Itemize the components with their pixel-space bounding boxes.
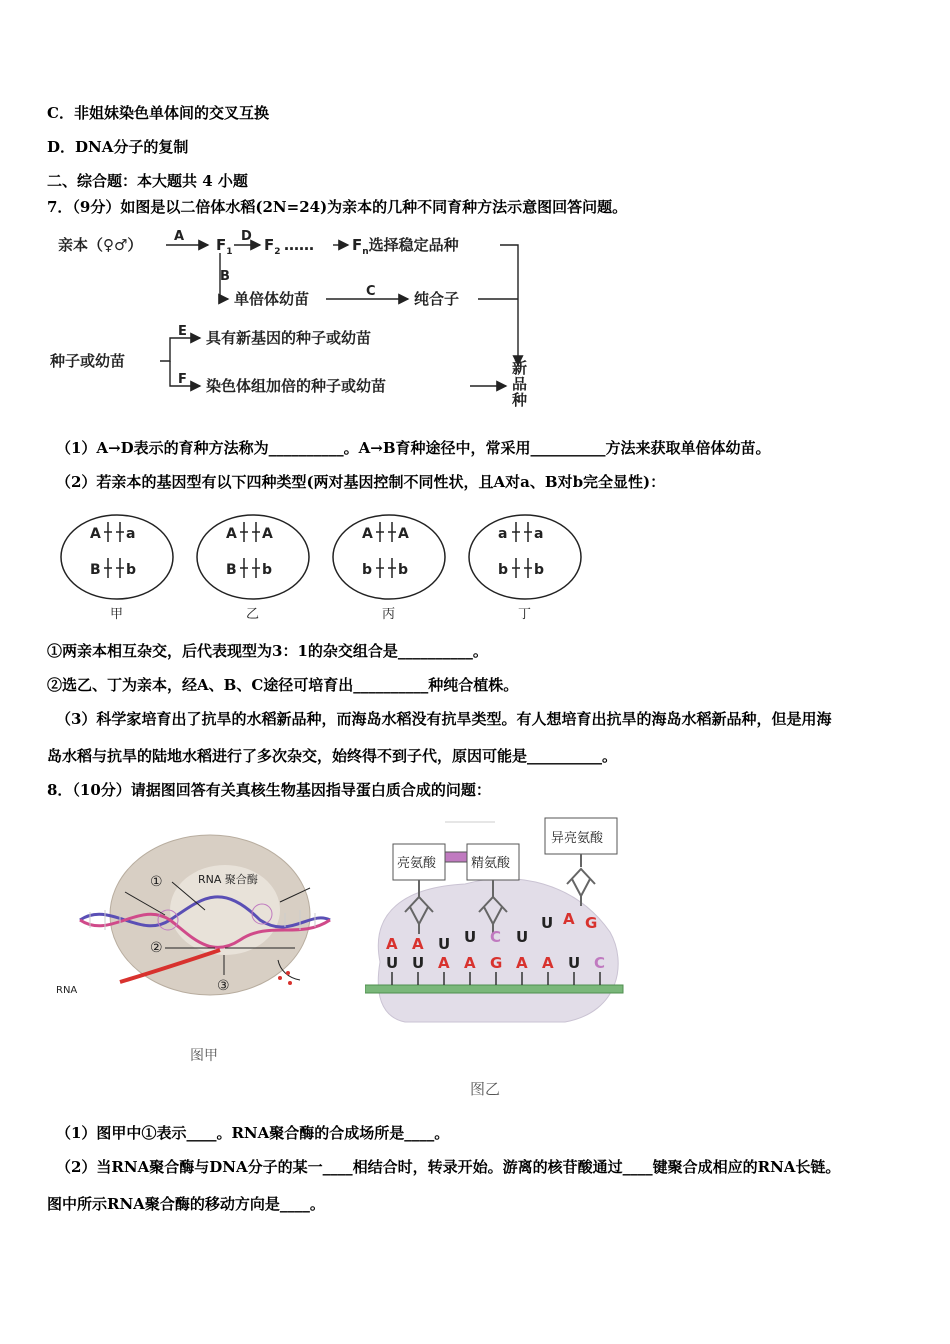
allele-top-right: A (398, 526, 409, 542)
allele-top-left: A (362, 526, 373, 542)
mrna-base: A (464, 954, 476, 972)
label-b: B (220, 269, 230, 284)
anticodon-base: U (438, 935, 451, 953)
q8-sub1: （1）图甲中①表示____。RNA聚合酶的合成场所是____。 (56, 1124, 450, 1142)
amino-acid-3: 异亮氨酸 (551, 831, 604, 846)
genotype-cell (197, 515, 309, 622)
haploid-label: 单倍体幼苗 (234, 290, 310, 308)
allele-top-right: a (126, 526, 136, 542)
label-a: A (174, 229, 185, 244)
anticodon-base: A (412, 935, 424, 953)
allele-bottom-left: B (226, 562, 237, 578)
mrna-base: A (542, 954, 554, 972)
fig-a-label-2: ② (150, 940, 163, 956)
anticodon-base: A (386, 935, 398, 953)
anticodon-base: C (490, 928, 502, 946)
cell-caption: 丙 (382, 607, 396, 622)
allele-top-left: A (90, 526, 101, 542)
parent-label: 亲本（♀♂） (58, 236, 143, 254)
anticodon-base: G (585, 914, 598, 932)
amino-acid-1: 亮氨酸 (397, 856, 437, 871)
fig-b-caption: 图乙 (470, 1080, 501, 1098)
allele-bottom-right: b (262, 562, 273, 578)
q7-sub3-a: （3）科学家培育出了抗旱的水稻新品种，而海岛水稻没有抗旱类型。有人想培育出抗旱的海岛水稻新品种，但是用海 (56, 710, 832, 728)
anticodon-base: U (541, 914, 554, 932)
polyploid-label: 染色体组加倍的种子或幼苗 (206, 377, 387, 395)
allele-bottom-right: b (126, 562, 137, 578)
anticodon-base: U (516, 928, 529, 946)
fig-a-caption: 图甲 (190, 1048, 218, 1064)
new-gene-label: 具有新基因的种子或幼苗 (206, 329, 372, 347)
q7-stem: 7．（9分）如图是以二倍体水稻(2N=24)为亲本的几种不同育种方法示意图回答问题。 (47, 198, 628, 216)
label-e: E (178, 324, 187, 339)
fig-a-rna: RNA (56, 985, 78, 996)
fn-label: $F_n$选择稳定品种 (352, 236, 459, 257)
fig-a-label-1: ① (150, 874, 163, 890)
allele-top-right: a (534, 526, 544, 542)
q8-stem: 8．（10分）请据图回答有关真核生物基因指导蛋白质合成的问题： (47, 781, 491, 799)
allele-bottom-left: b (498, 562, 509, 578)
section-2-title: 二、综合题：本大题共 4 小题 (47, 172, 248, 190)
mrna-base: U (412, 954, 425, 972)
label-f: F (178, 372, 187, 387)
anticodon-base: A (563, 910, 575, 928)
q7-sub2-1: ①两亲本相互杂交，后代表现型为3：1的杂交组合是__________。 (47, 642, 488, 660)
breeding-diagram (48, 225, 538, 410)
amino-acid-2: 精氨酸 (471, 856, 511, 871)
allele-top-right: A (262, 526, 273, 542)
allele-bottom-left: b (362, 562, 373, 578)
anticodon-base: U (464, 928, 477, 946)
mrna-base: U (386, 954, 399, 972)
mrna-base: U (568, 954, 581, 972)
f2-label: $F_2$ (264, 236, 281, 257)
f1-label: $F_1$ (216, 236, 233, 257)
genotype-cell (61, 515, 173, 622)
cell-caption: 乙 (246, 607, 260, 622)
mrna-base: A (438, 954, 450, 972)
genotype-cell (469, 515, 581, 622)
mrna-base: G (490, 954, 503, 972)
fig-a-enzyme: RNA 聚合酶 (198, 873, 258, 886)
cell-caption: 丁 (518, 607, 532, 622)
cell-caption: 甲 (110, 607, 124, 622)
figure-translation (365, 812, 630, 1104)
new-variety-1: 新 (512, 359, 528, 377)
q8-sub2-b: 图中所示RNA聚合酶的移动方向是____。 (47, 1195, 325, 1213)
q8-sub2-a: （2）当RNA聚合酶与DNA分子的某一____相结合时，转录开始。游离的核苷酸通过____键聚合成相应的RNA长链。 (56, 1158, 841, 1176)
allele-top-left: a (498, 526, 508, 542)
option-d: D．DNA分子的复制 (47, 138, 189, 156)
label-d: D (241, 229, 252, 244)
new-variety-3: 种 (512, 391, 528, 409)
allele-bottom-right: b (534, 562, 545, 578)
label-c: C (366, 284, 376, 299)
dots: …… (284, 236, 314, 254)
fig-a-label-3: ③ (217, 978, 230, 994)
allele-bottom-right: b (398, 562, 409, 578)
option-c: C．非姐妹染色单体间的交叉互换 (47, 104, 269, 122)
mrna-base: C (594, 954, 606, 972)
allele-bottom-left: B (90, 562, 101, 578)
allele-top-left: A (226, 526, 237, 542)
q7-sub2: （2）若亲本的基因型有以下四种类型(两对基因控制不同性状，且A对a、B对b完全显性)： (56, 473, 666, 491)
seed-label: 种子或幼苗 (50, 352, 126, 370)
mrna-base: A (516, 954, 528, 972)
genotype-cell (333, 515, 445, 622)
q7-sub3-b: 岛水稻与抗旱的陆地水稻进行了多次杂交，始终得不到子代，原因可能是__________。 (47, 747, 618, 765)
figure-transcription (50, 830, 340, 1070)
new-variety-2: 品 (512, 375, 528, 393)
q7-sub1: （1）A→D表示的育种方法称为__________。A→B育种途径中，常采用__________方法来获取单倍体幼苗。 (56, 439, 771, 457)
q7-sub2-2: ②选乙、丁为亲本，经A、B、C途径可培育出__________种纯合植株。 (47, 676, 519, 694)
pure-label: 纯合子 (414, 290, 460, 308)
genotype-cells (52, 510, 582, 625)
